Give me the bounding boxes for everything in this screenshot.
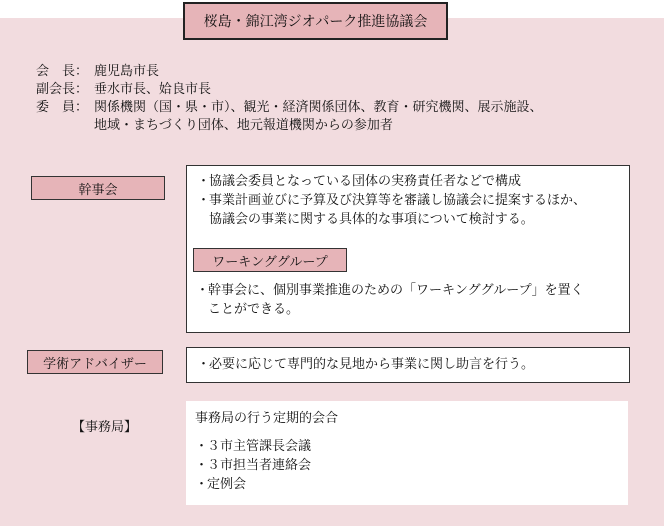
member-label: 会 長： (36, 64, 89, 79)
bullet-text-continued: 協議会の事業に関する具体的な事項について検討する。 (209, 212, 534, 227)
member-committee (36, 99, 543, 117)
working-group-label: ワーキンググループ (212, 254, 328, 270)
advisor-label: 学術アドバイザー (43, 356, 147, 372)
bullet-mark: ・ (196, 283, 210, 298)
kanjikai-label-box (31, 176, 165, 200)
bullet-item (195, 437, 628, 456)
bullet-item (197, 191, 629, 210)
kanjikai-label: 幹事会 (78, 182, 118, 198)
bullet-text: 定例会 (207, 477, 247, 492)
council-title: 桜島・錦江湾ジオパーク推進協議会 (203, 14, 428, 30)
member-chair (36, 63, 543, 81)
bullet-text: ３市主管課長会議 (207, 439, 312, 454)
council-title-box (183, 2, 448, 40)
member-value: 鹿児島市長 (94, 64, 160, 79)
bullet-item (197, 355, 629, 374)
member-label: 委 員： (36, 100, 89, 115)
bullet-mark: ・ (195, 458, 209, 473)
members-list (36, 63, 543, 135)
bullet-mark: ・ (195, 477, 209, 492)
member-value: 関係機関（国・県・市）、観光・経済関係団体、教育・研究機関、展示施設、 (94, 100, 543, 115)
member-vice-chair (36, 81, 543, 99)
bullet-text: 必要に応じて専門的な見地から事業に関し助言を行う。 (209, 357, 535, 372)
working-group-label-box (193, 248, 347, 272)
bullet-item (195, 456, 628, 475)
bullet-text-continued: ことができる。 (208, 302, 300, 317)
member-value: 垂水市長、姶良市長 (94, 82, 212, 97)
bullet-text: ３市担当者連絡会 (207, 458, 312, 473)
secretariat-heading: 事務局の行う定期的会合 (195, 411, 339, 426)
bullet-mark: ・ (195, 439, 209, 454)
bullet-item (195, 475, 628, 494)
bullet-mark: ・ (197, 174, 211, 189)
bullet-mark: ・ (197, 357, 211, 372)
advisor-label-box (27, 350, 163, 374)
member-label: 副会長： (36, 82, 89, 97)
bullet-item (196, 281, 584, 300)
bullet-text: 幹事会に、個別事業推進のための「ワーキンググループ」を置く (208, 283, 584, 298)
secretariat-panel (186, 401, 628, 505)
bullet-text: 協議会委員となっている団体の実務責任者などで構成 (209, 174, 522, 189)
bullet-item (197, 172, 629, 191)
member-value-continued: 地域・まちづくり団体、地元報道機関からの参加者 (94, 118, 393, 133)
bullet-text: 事業計画並びに予算及び決算等を審議し協議会に提案するほか、 (209, 193, 587, 208)
working-group-notes (196, 281, 584, 319)
secretariat-label: 【事務局】 (72, 420, 138, 435)
bullet-mark: ・ (197, 193, 211, 208)
advisor-panel (186, 347, 630, 383)
